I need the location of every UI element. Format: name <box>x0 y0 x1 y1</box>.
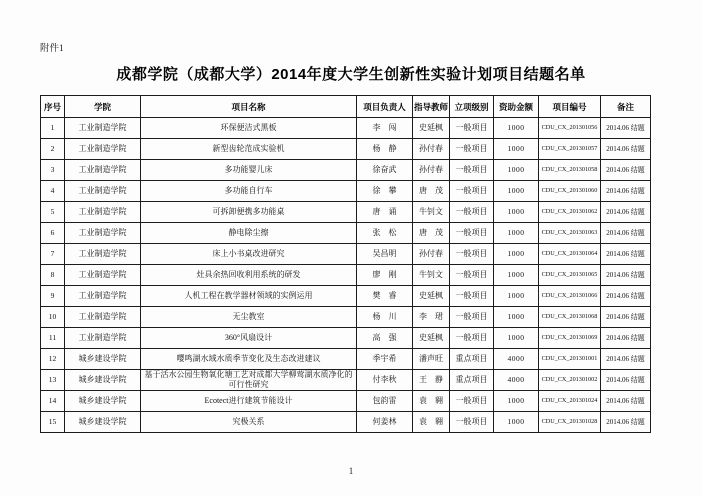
cell-advisor: 孙付春 <box>413 160 450 181</box>
cell-remark: 2014.06 结题 <box>601 223 651 244</box>
cell-project-leader: 樊 睿 <box>357 286 413 307</box>
cell-advisor: 史延枫 <box>413 118 450 139</box>
cell-level: 一般项目 <box>450 391 494 412</box>
cell-advisor: 王 静 <box>413 370 450 391</box>
cell-project-code: CDU_CX_201301066 <box>539 286 601 307</box>
table-row <box>41 349 651 370</box>
table-row <box>41 223 651 244</box>
cell-amount: 1000 <box>494 118 539 139</box>
cell-project-leader: 唐 诵 <box>357 202 413 223</box>
cell-serial-number: 8 <box>41 265 65 286</box>
cell-amount: 1000 <box>494 391 539 412</box>
cell-remark: 2014.06 结题 <box>601 349 651 370</box>
cell-level: 一般项目 <box>450 328 494 349</box>
column-header-project: 项目名称 <box>141 96 357 118</box>
cell-amount: 1000 <box>494 223 539 244</box>
cell-remark: 2014.06 结题 <box>601 244 651 265</box>
column-header-level: 立项级别 <box>450 96 494 118</box>
cell-college: 工业制造学院 <box>65 265 141 286</box>
cell-serial-number: 14 <box>41 391 65 412</box>
cell-level: 重点项目 <box>450 370 494 391</box>
cell-college: 工业制造学院 <box>65 118 141 139</box>
cell-project-leader: 何姜林 <box>357 412 413 433</box>
cell-project-name: 多功能婴儿床 <box>141 160 357 181</box>
cell-project-name: 环保便洁式黑板 <box>141 118 357 139</box>
cell-project-name: 静电除尘擦 <box>141 223 357 244</box>
cell-serial-number: 7 <box>41 244 65 265</box>
cell-serial-number: 12 <box>41 349 65 370</box>
cell-level: 一般项目 <box>450 139 494 160</box>
cell-project-leader: 徐 攀 <box>357 181 413 202</box>
cell-remark: 2014.06 结题 <box>601 265 651 286</box>
cell-serial-number: 6 <box>41 223 65 244</box>
cell-project-leader: 徐奋武 <box>357 160 413 181</box>
cell-remark: 2014.06 结题 <box>601 118 651 139</box>
cell-amount: 4000 <box>494 349 539 370</box>
cell-project-code: CDU_CX_201301002 <box>539 370 601 391</box>
cell-remark: 2014.06 结题 <box>601 139 651 160</box>
cell-advisor: 唐 茂 <box>413 181 450 202</box>
cell-remark: 2014.06 结题 <box>601 328 651 349</box>
cell-amount: 1000 <box>494 244 539 265</box>
cell-level: 重点项目 <box>450 349 494 370</box>
cell-college: 工业制造学院 <box>65 181 141 202</box>
cell-serial-number: 13 <box>41 370 65 391</box>
cell-project-name: 灶具余热回收利用系统的研发 <box>141 265 357 286</box>
cell-project-name: 多功能自行车 <box>141 181 357 202</box>
cell-project-code: CDU_CX_201301024 <box>539 391 601 412</box>
cell-serial-number: 3 <box>41 160 65 181</box>
cell-advisor: 袁 翱 <box>413 391 450 412</box>
cell-project-leader: 李 闯 <box>357 118 413 139</box>
cell-level: 一般项目 <box>450 307 494 328</box>
cell-advisor: 牛钊文 <box>413 202 450 223</box>
cell-advisor: 史延枫 <box>413 286 450 307</box>
cell-advisor: 孙付春 <box>413 244 450 265</box>
cell-project-name: 人机工程在教学器材领域的实例运用 <box>141 286 357 307</box>
cell-college: 工业制造学院 <box>65 244 141 265</box>
cell-project-name: 嘤鸣湖水域水质季节变化及生态改进建议 <box>141 349 357 370</box>
cell-amount: 1000 <box>494 181 539 202</box>
cell-project-code: CDU_CX_201301060 <box>539 181 601 202</box>
cell-college: 城乡建设学院 <box>65 349 141 370</box>
cell-amount: 1000 <box>494 139 539 160</box>
cell-project-leader: 吴昌明 <box>357 244 413 265</box>
cell-project-name: 360°风扇设计 <box>141 328 357 349</box>
cell-advisor: 袁 翱 <box>413 412 450 433</box>
cell-serial-number: 11 <box>41 328 65 349</box>
column-header-code: 项目编号 <box>539 96 601 118</box>
cell-project-leader: 包韵雷 <box>357 391 413 412</box>
table-row <box>41 118 651 139</box>
cell-remark: 2014.06 结题 <box>601 202 651 223</box>
cell-project-name: 无尘教室 <box>141 307 357 328</box>
cell-amount: 1000 <box>494 286 539 307</box>
cell-advisor: 孙付春 <box>413 139 450 160</box>
cell-project-leader: 付李秋 <box>357 370 413 391</box>
cell-serial-number: 1 <box>41 118 65 139</box>
page-number: 1 <box>348 466 354 476</box>
projects-table <box>40 95 651 433</box>
cell-advisor: 潘声旺 <box>413 349 450 370</box>
cell-remark: 2014.06 结题 <box>601 181 651 202</box>
cell-level: 一般项目 <box>450 412 494 433</box>
cell-remark: 2014.06 结题 <box>601 307 651 328</box>
cell-college: 城乡建设学院 <box>65 370 141 391</box>
cell-serial-number: 2 <box>41 139 65 160</box>
cell-remark: 2014.06 结题 <box>601 286 651 307</box>
cell-serial-number: 5 <box>41 202 65 223</box>
cell-project-code: CDU_CX_201301028 <box>539 412 601 433</box>
cell-project-leader: 杨 静 <box>357 139 413 160</box>
cell-remark: 2014.06 结题 <box>601 160 651 181</box>
table-row <box>41 286 651 307</box>
cell-project-name: Ecotect进行建筑节能设计 <box>141 391 357 412</box>
cell-college: 工业制造学院 <box>65 139 141 160</box>
cell-college: 工业制造学院 <box>65 160 141 181</box>
cell-project-name: 可拆卸便携多功能桌 <box>141 202 357 223</box>
table-row <box>41 202 651 223</box>
cell-advisor: 史延枫 <box>413 328 450 349</box>
cell-college: 工业制造学院 <box>65 307 141 328</box>
cell-project-leader: 季宇希 <box>357 349 413 370</box>
table-row <box>41 391 651 412</box>
cell-project-code: CDU_CX_201301064 <box>539 244 601 265</box>
cell-college: 工业制造学院 <box>65 286 141 307</box>
cell-level: 一般项目 <box>450 118 494 139</box>
cell-serial-number: 10 <box>41 307 65 328</box>
page-title: 成都学院（成都大学）2014年度大学生创新性实验计划项目结题名单 <box>116 66 586 83</box>
table-row <box>41 307 651 328</box>
cell-amount: 1000 <box>494 202 539 223</box>
cell-serial-number: 4 <box>41 181 65 202</box>
table-row <box>41 412 651 433</box>
cell-project-name: 基于活水公园生物氧化塘工艺对成都大学柳莺湖水质净化的可行性研究 <box>141 370 357 391</box>
cell-amount: 1000 <box>494 307 539 328</box>
cell-serial-number: 15 <box>41 412 65 433</box>
cell-level: 一般项目 <box>450 244 494 265</box>
cell-project-code: CDU_CX_201301068 <box>539 307 601 328</box>
cell-project-code: CDU_CX_201301056 <box>539 118 601 139</box>
cell-remark: 2014.06 结题 <box>601 412 651 433</box>
cell-level: 一般项目 <box>450 181 494 202</box>
table-row <box>41 370 651 391</box>
cell-amount: 1000 <box>494 265 539 286</box>
cell-college: 工业制造学院 <box>65 202 141 223</box>
cell-advisor: 李 珺 <box>413 307 450 328</box>
cell-project-code: CDU_CX_201301001 <box>539 349 601 370</box>
cell-project-name: 新型齿轮范成实验机 <box>141 139 357 160</box>
cell-project-code: CDU_CX_201301058 <box>539 160 601 181</box>
cell-project-name: 究极关系 <box>141 412 357 433</box>
cell-project-code: CDU_CX_201301057 <box>539 139 601 160</box>
column-header-leader: 项目负责人 <box>357 96 413 118</box>
cell-serial-number: 9 <box>41 286 65 307</box>
column-header-remark: 备注 <box>601 96 651 118</box>
cell-level: 一般项目 <box>450 265 494 286</box>
table-row <box>41 139 651 160</box>
cell-project-code: CDU_CX_201301069 <box>539 328 601 349</box>
attachment-label: 附件1 <box>40 44 64 54</box>
cell-college: 工业制造学院 <box>65 328 141 349</box>
table-row <box>41 181 651 202</box>
column-header-amount: 资助金额 <box>494 96 539 118</box>
cell-advisor: 牛钊文 <box>413 265 450 286</box>
cell-level: 一般项目 <box>450 202 494 223</box>
cell-project-leader: 高 强 <box>357 328 413 349</box>
cell-project-code: CDU_CX_201301065 <box>539 265 601 286</box>
cell-project-code: CDU_CX_201301063 <box>539 223 601 244</box>
cell-project-name: 床上小书桌改进研究 <box>141 244 357 265</box>
table-row <box>41 328 651 349</box>
cell-college: 工业制造学院 <box>65 223 141 244</box>
table-row <box>41 160 651 181</box>
cell-amount: 1000 <box>494 328 539 349</box>
cell-project-leader: 廖 刚 <box>357 265 413 286</box>
cell-level: 一般项目 <box>450 286 494 307</box>
column-header-advisor: 指导教师 <box>413 96 450 118</box>
cell-amount: 1000 <box>494 412 539 433</box>
column-header-college: 学院 <box>65 96 141 118</box>
cell-project-code: CDU_CX_201301062 <box>539 202 601 223</box>
cell-level: 一般项目 <box>450 160 494 181</box>
column-header-serial: 序号 <box>41 96 65 118</box>
cell-remark: 2014.06 结题 <box>601 370 651 391</box>
cell-college: 城乡建设学院 <box>65 391 141 412</box>
cell-project-leader: 杨 川 <box>357 307 413 328</box>
table-row <box>41 244 651 265</box>
cell-project-leader: 张 松 <box>357 223 413 244</box>
cell-advisor: 唐 茂 <box>413 223 450 244</box>
cell-amount: 1000 <box>494 160 539 181</box>
cell-amount: 4000 <box>494 370 539 391</box>
header-row <box>41 96 651 118</box>
cell-level: 一般项目 <box>450 223 494 244</box>
cell-remark: 2014.06 结题 <box>601 391 651 412</box>
cell-college: 城乡建设学院 <box>65 412 141 433</box>
table-row <box>41 265 651 286</box>
